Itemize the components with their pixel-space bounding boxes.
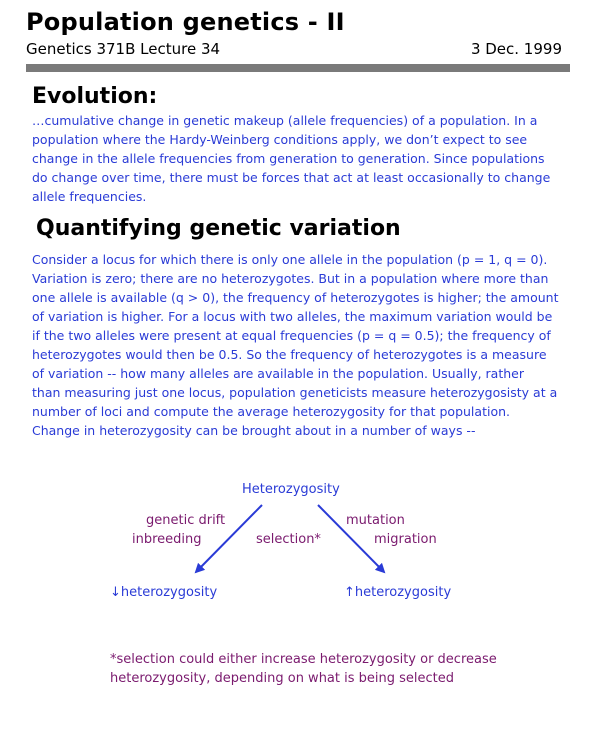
paragraph-line: number of loci and compute the average heterozygosity for that population. — [32, 404, 510, 419]
decreased-heterozygosity-node: ↓heterozygosity — [110, 585, 218, 600]
paragraph-line: heterozygotes would then be 0.5. So the frequency of heterozygotes is a measure — [32, 347, 547, 362]
paragraph-line: Variation is zero; there are no heterozygotes. But in a population where more than — [32, 271, 549, 286]
increased-heterozygosity-node: ↑heterozygosity — [344, 585, 452, 600]
paragraph-line: population where the Hardy-Weinberg conditions apply, we don’t expect to see — [32, 132, 528, 147]
footnote-line: *selection could either increase heterozygosity or decrease — [110, 652, 497, 667]
evolution-heading: Evolution: — [32, 84, 158, 109]
force-migration: migration — [374, 532, 437, 547]
paragraph-line: …cumulative change in genetic makeup (allele frequencies) of a population. In a — [32, 113, 538, 128]
lecture-date: 3 Dec. 1999 — [470, 40, 562, 58]
force-inbreeding: inbreeding — [132, 532, 202, 547]
paragraph-line: Consider a locus for which there is only one allele in the population (p = 1, q = 0). — [32, 252, 548, 267]
force-selection: selection* — [256, 532, 321, 547]
paragraph-line: do change over time, there must be forces that act at least occasionally to change — [32, 170, 551, 185]
paragraph-line: allele frequencies. — [32, 189, 147, 204]
footnote-line: heterozygosity, depending on what is being selected — [110, 671, 455, 686]
selection-footnote — [110, 650, 497, 688]
paragraph-line: of variation -- how many alleles are available in the population. Usually, rather — [32, 366, 524, 381]
force-mutation: mutation — [346, 513, 405, 528]
force-genetic-drift: genetic drift — [146, 513, 226, 528]
paragraph-line: Change in heterozygosity can be brought about in a number of ways -- — [32, 423, 476, 438]
paragraph-line: of variation is higher. For a locus with two alleles, the maximum variation would be — [32, 309, 553, 324]
paragraph-line: if the two alleles were present at equal frequencies (p = q = 0.5); the frequency of — [32, 328, 551, 343]
course-label: Genetics 371B Lecture 34 — [26, 40, 221, 58]
paragraph-line: than measuring just one locus, population geneticists measure heterozygosisty at a — [32, 385, 558, 400]
paragraph-line: change in the allele frequencies from generation to generation. Since populations — [32, 151, 545, 166]
page-title: Population genetics - II — [26, 8, 345, 36]
quantifying-heading: Quantifying genetic variation — [36, 216, 401, 241]
paragraph-line: one allele is available (q > 0), the frequency of heterozygotes is higher; the amount — [32, 290, 559, 305]
heterozygosity-node: Heterozygosity — [242, 482, 340, 497]
